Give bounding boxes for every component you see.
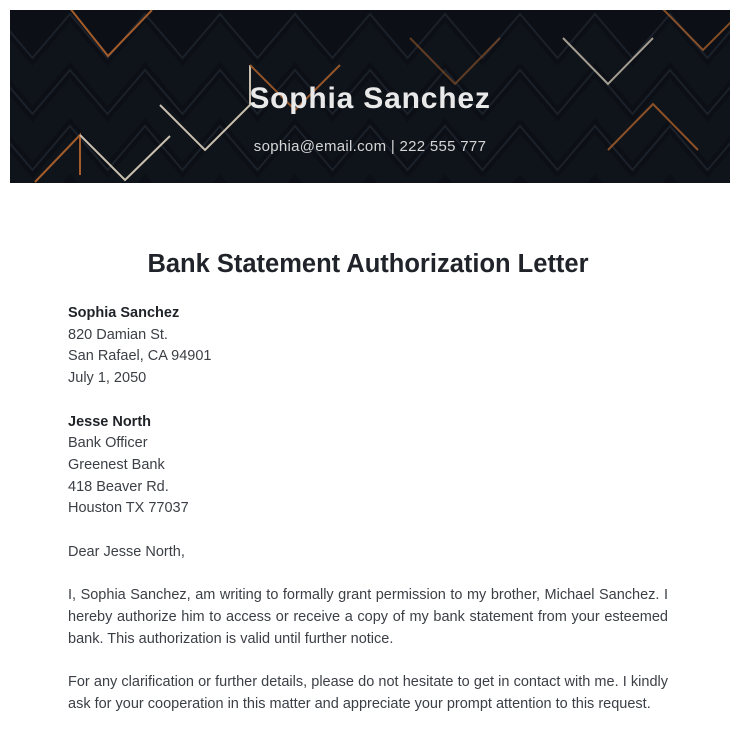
profile-name: Sophia Sanchez [249, 82, 491, 115]
body-paragraph-2: For any clarification or further details, please do not hesitate to get in contact with me. I kindly ask for your cooperation in this matter and appreciate your prompt attention to this request. [68, 673, 668, 712]
recipient-street: 418 Beaver Rd. [68, 478, 169, 495]
salutation [68, 542, 668, 564]
letter-date: July 1, 2050 [68, 370, 147, 387]
sender-street: 820 Damian St. [68, 326, 168, 343]
letter-title: Bank Statement Authorization Letter [147, 250, 589, 278]
header-banner [10, 10, 730, 183]
body-paragraph-1: I, Sophia Sanchez, am writing to formally grant permission to my brother, Michael Sanchez. I hereby authorize him to access or receive a copy of my bank statement from your esteemed bank. This authorization is valid until further notice. [68, 587, 668, 647]
recipient-company: Greenest Bank [68, 456, 165, 473]
recipient-block [68, 412, 668, 521]
recipient-title: Bank Officer [68, 435, 148, 452]
salutation-line: Dear Jesse North, [68, 543, 185, 560]
sender-block [68, 303, 668, 390]
recipient-name: Jesse North [68, 413, 152, 430]
sender-name: Sophia Sanchez [68, 305, 180, 321]
contact-info: sophia@email.com | 222 555 777 [253, 138, 487, 155]
sender-city: San Rafael, CA 94901 [68, 348, 212, 365]
letter-document [0, 183, 740, 737]
recipient-city: Houston TX 77037 [68, 500, 189, 517]
